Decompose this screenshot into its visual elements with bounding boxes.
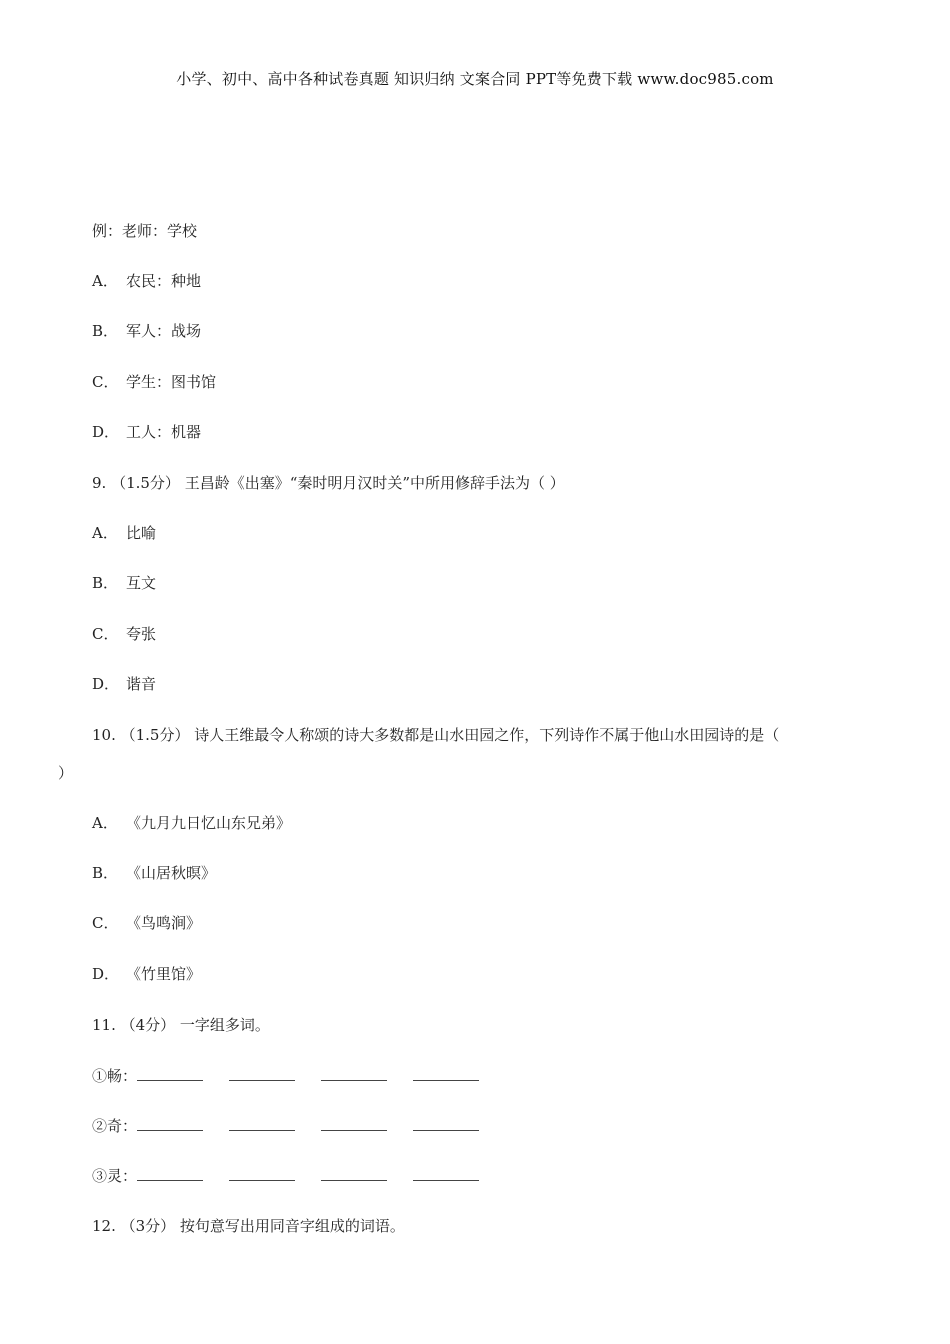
q10-option-d[interactable] [92,964,201,984]
answer-blank[interactable] [413,1116,479,1131]
answer-blank[interactable] [137,1116,203,1131]
fill-label: ③灵： [92,1167,138,1185]
q10-stem: 10. （1.5分） 诗人王维最令人称颂的诗大多数都是山水田园之作，下列诗作不属于他山水田园诗的是（ [92,726,780,744]
q10-option-b[interactable] [92,863,216,883]
option-text: 谐音 [126,675,157,693]
q8-option-d[interactable] [92,422,201,442]
option-text: 《山居秋暝》 [126,864,217,882]
answer-blank[interactable] [321,1166,387,1181]
q9-option-b[interactable] [92,573,156,593]
fill-label: ①畅： [92,1067,138,1085]
option-text: 工人：机器 [126,423,202,441]
option-letter: A． [92,272,118,290]
q9-option-d[interactable] [92,674,156,694]
q9-option-a[interactable] [92,523,156,543]
option-text: 夸张 [126,625,157,643]
answer-blank[interactable] [229,1166,295,1181]
answer-blank[interactable] [137,1166,203,1181]
answer-blank[interactable] [229,1116,295,1131]
q8-option-b[interactable] [92,321,201,341]
option-letter: D． [92,423,120,441]
answer-blank[interactable] [137,1066,203,1081]
option-text: 《鸟鸣涧》 [126,914,202,932]
q10-option-a[interactable] [92,813,291,833]
option-text: 《竹里馆》 [126,965,202,983]
q10-option-c[interactable] [92,913,201,933]
q8-example: 例：老师：学校 [92,222,198,240]
option-letter: C． [92,373,119,391]
q9-stem: 9. （1.5分） 王昌龄《出塞》“秦时明月汉时关”中所用修辞手法为（ ） [92,474,565,492]
q10-stem-continuation: ） [58,764,74,782]
answer-blank[interactable] [413,1066,479,1081]
option-text: 比喻 [126,524,157,542]
answer-blank[interactable] [413,1166,479,1181]
option-letter: A． [92,814,118,832]
option-letter: B． [92,322,119,340]
answer-blank[interactable] [321,1066,387,1081]
q8-option-c[interactable] [92,372,216,392]
q11-fill-row [92,1166,505,1186]
option-text: 军人：战场 [126,322,202,340]
fill-label: ②奇： [92,1117,138,1135]
option-text: 互文 [126,574,157,592]
q12-stem: 12. （3分） 按句意写出用同音字组成的词语。 [92,1217,405,1235]
q11-fill-row [92,1116,505,1136]
answer-blank[interactable] [321,1116,387,1131]
option-letter: C． [92,914,119,932]
q9-option-c[interactable] [92,624,156,644]
option-text: 农民：种地 [126,272,202,290]
q11-fill-row [92,1066,505,1086]
option-text: 学生：图书馆 [126,373,217,391]
option-letter: C． [92,625,119,643]
option-letter: D． [92,675,120,693]
q11-stem: 11. （4分） 一字组多词。 [92,1016,270,1034]
q8-option-a[interactable] [92,271,201,291]
option-text: 《九月九日忆山东兄弟》 [126,814,292,832]
page-header: 小学、初中、高中各种试卷真题 知识归纳 文案合同 PPT等免费下载 www.doc985.com [176,70,774,88]
option-letter: B． [92,574,119,592]
option-letter: A． [92,524,118,542]
option-letter: B． [92,864,119,882]
answer-blank[interactable] [229,1066,295,1081]
option-letter: D． [92,965,120,983]
